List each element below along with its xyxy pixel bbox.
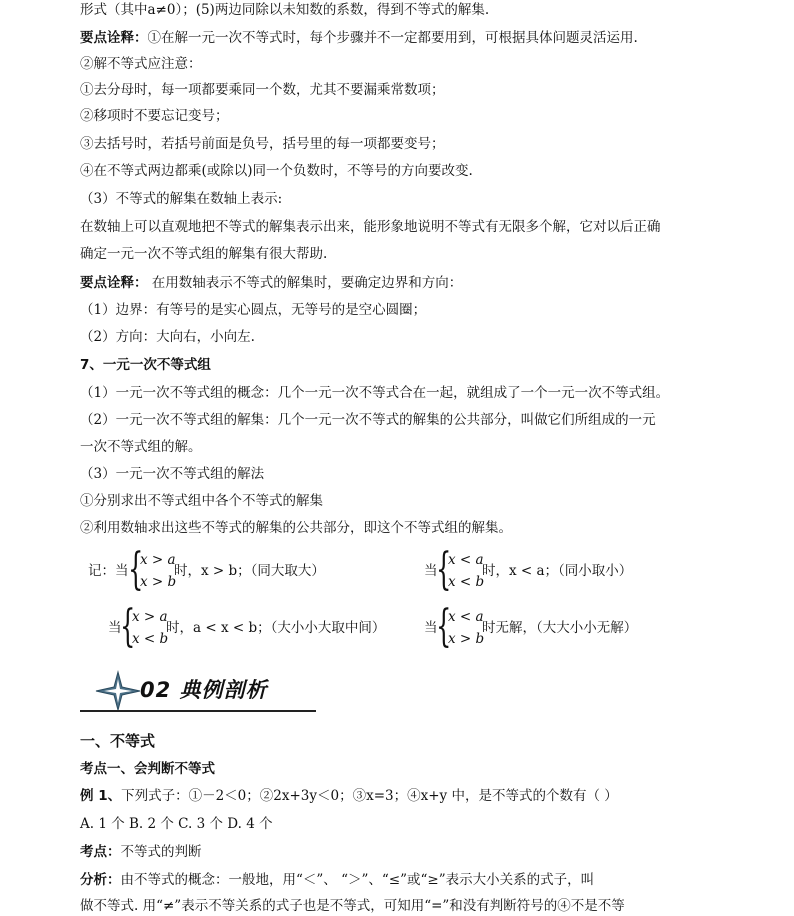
example-label: 例 1、	[80, 788, 122, 804]
text-line: ②移项时不要忘记变号；	[80, 108, 229, 124]
brace-symbol: {	[120, 601, 136, 652]
brace-symbol: {	[436, 601, 452, 652]
text-line: ①分别求出不等式组中各个不等式的解集	[80, 493, 323, 509]
text-line: 一次不等式组的解。	[80, 439, 202, 455]
system-row: x > a	[140, 552, 176, 568]
label-kaodian: 考点：	[80, 844, 121, 860]
text-line: ③去括号时，若括号前面是负号，括号里的每一项都要变号；	[80, 136, 445, 152]
label-key-note: 要点诠释：	[80, 275, 148, 291]
label-analysis: 分析：	[80, 872, 121, 888]
system-result: 时，x < a；（同小取小）	[482, 563, 633, 579]
system-prefix: 当	[424, 620, 438, 636]
inequality-system	[424, 544, 684, 595]
system-result: 时无解，（大大小小无解）	[482, 620, 638, 636]
system-row: x > a	[132, 609, 168, 625]
answer-choices: A. 1 个 B. 2 个 C. 3 个 D. 4 个	[80, 816, 273, 832]
system-row: x > b	[140, 574, 177, 590]
text-line	[80, 273, 462, 293]
inequality-system	[424, 601, 684, 652]
system-prefix: 当	[108, 620, 122, 636]
text-line: ②利用数轴求出这些不等式的解集的公共部分，即这个不等式组的解集。	[80, 520, 512, 536]
brace-symbol: {	[128, 544, 144, 595]
text-span: 不等式的判断	[120, 844, 202, 860]
text-span: 在用数轴表示不等式的解集时，要确定边界和方向：	[147, 275, 463, 291]
text-line: ④在不等式两边都乘(或除以)同一个负数时，不等号的方向要改变.	[80, 163, 473, 179]
text-span: ①在解一元一次不等式时，每个步骤并不一定都要用到，可根据具体问题灵活运用.	[147, 30, 638, 46]
subsection-heading: 考点一、会判断不等式	[80, 761, 215, 777]
label-key-note: 要点诠释：	[80, 30, 148, 46]
text-line: 形式（其中a≠0）；(5)两边同除以未知数的系数，得到不等式的解集.	[80, 2, 490, 18]
text-line: ②解不等式应注意：	[80, 56, 202, 72]
section-heading: 一、不等式	[80, 732, 156, 750]
system-row: x > b	[448, 631, 485, 647]
section-banner-title: 02 典例剖析	[140, 678, 268, 702]
text-line: （3）不等式的解集在数轴上表示:	[80, 191, 283, 207]
system-result: 时，a < x < b；（大小小大取中间）	[166, 620, 386, 636]
text-line: （2）一元一次不等式组的解集：几个一元一次不等式的解集的公共部分，叫做它们所组成的一元	[80, 412, 656, 428]
system-row: x < a	[448, 609, 484, 625]
text-line: （1）边界：有等号的是实心圆点，无等号的是空心圆圈；	[80, 302, 427, 318]
text-line	[80, 842, 202, 862]
system-row: x < b	[448, 574, 485, 590]
text-line	[80, 28, 638, 48]
text-line: ①去分母时，每一项都要乘同一个数，尤其不要漏乘常数项；	[80, 82, 445, 98]
inequality-system	[88, 544, 408, 595]
text-line: （3）一元一次不等式组的解法	[80, 466, 265, 482]
text-line: 在数轴上可以直观地把不等式的解集表示出来，能形象地说明不等式有无限多个解，它对以后正确	[80, 219, 661, 235]
system-prefix: 当	[424, 563, 438, 579]
text-line	[80, 870, 594, 890]
text-span: 由不等式的概念：一般地，用“＜”、 “＞”、“≤”或“≥”表示大小关系的式子，叫	[120, 872, 595, 888]
subsection-heading: 7、一元一次不等式组	[80, 357, 211, 373]
text-line: （2）方向：大向右，小向左.	[80, 329, 255, 345]
system-row: x < a	[448, 552, 484, 568]
text-line: 做不等式. 用“≠”表示不等关系的式子也是不等式，可知用“=”和没有判断符号的④不是不等	[80, 898, 625, 914]
system-prefix: 记：当	[88, 563, 129, 579]
banner-underline	[80, 710, 316, 712]
text-line: （1）一元一次不等式组的概念：几个一元一次不等式合在一起，就组成了一个一元一次不等式组。	[80, 385, 670, 401]
brace-symbol: {	[436, 544, 452, 595]
text-line: 确定一元一次不等式组的解集有很大帮助.	[80, 246, 328, 262]
system-result: 时，x > b；（同大取大）	[174, 563, 325, 579]
text-line	[80, 786, 618, 806]
inequality-system	[108, 601, 418, 652]
system-row: x < b	[132, 631, 169, 647]
text-span: 下列式子：①－2＜0；②2x+3y＜0；③x=3；④x+y 中，是不等式的个数有（ ）	[121, 788, 618, 804]
